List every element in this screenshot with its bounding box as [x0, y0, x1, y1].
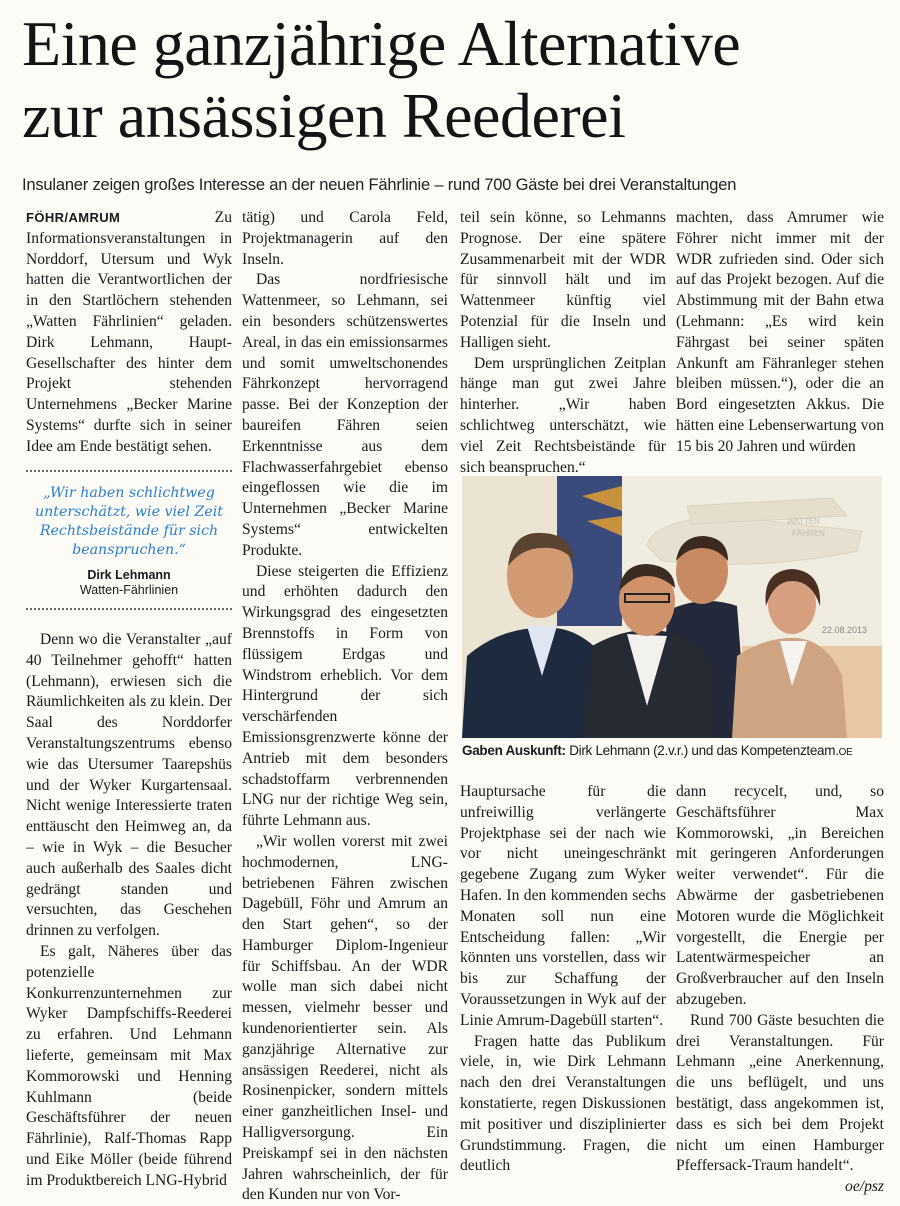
column-4-bottom: [676, 782, 884, 1198]
team-photo: [462, 476, 882, 738]
paragraph-intro: [26, 208, 232, 458]
paragraph: Das nordfriesische Wattenmeer, so Lehmann, sei ein besonders schützenswertes Areal, in das ein emissionsarmes und somit umweltschonendes Fährkonzept hervorragend passe. Bei der Konzeption der baureifen Fähren seien Erkenntnisse aus dem Flachwasserfahrgebiet ebenso eingeflossen wie die im Unternehmen „Becker Marine Systems“ entwickelten Produkte.: [242, 271, 448, 559]
author-signature: oe/psz: [845, 1178, 884, 1196]
paragraph: teil sein könne, so Lehmanns Prognose. Der eine spätere Zusammenarbeit mit der WDR für sinnvoll hält und im Wattenmeer künftig viel Potenzial für die Inseln und Halligen sieht.: [460, 209, 666, 351]
closing-text: Rund 700 Gäste besuchten die drei Veranstaltungen. Für Lehmann „eine Anerkennung, die uns beflügelt, und uns bestätigt, dass angekommen ist, dass es sich bei dem Projekt nicht um einen Hamburger Pfeffersack-Traum handelt“.: [676, 1011, 884, 1175]
photo-caption: [462, 742, 892, 761]
intro-text: Zu Informationsveranstaltungen in Norddorf, Utersum und Wyk hatten die Verantwortlichen der in den Startlöchern stehenden „Watten Fährlinien“ geladen. Dirk Lehmann, Haupt-Gesellschafter des hinter dem Projekt stehenden Unternehmens „Becker Marine Systems“ durfte sich in seiner Idee am Ende bestätigt sehen.: [26, 209, 232, 455]
pull-quote-author: Dirk Lehmann: [87, 568, 171, 582]
paragraph: tätig) und Carola Feld, Projektmanagerin auf den Inseln.: [242, 209, 448, 268]
headline: [22, 8, 892, 152]
subheadline: Insulaner zeigen großes Interesse an der neuen Fährlinie – rund 700 Gäste bei drei Veranstaltungen: [22, 176, 737, 194]
paragraph: „Wir wollen vorerst mit zwei hochmodernen, LNG-betriebenen Fähren zwischen Dagebüll, Föhr und Amrum an den Start gehen“, so der Hamburger Diplom-Ingenieur für Schiffsbau. An der WDR wolle man sich dabei nicht messen, vielmehr besser und kundenorientierter sein. Als ganzjährige Alternative zur ansässigen Reederei, nicht als Rosinenpicker, sondern mittels einer ganzheitlichen Insel- und Halligversorgung. Ein Preiskampf sei in den nächsten Jahren wahrscheinlich, der für den Kunden nur von Vor-: [242, 832, 448, 1204]
headline-line-1: Eine ganzjährige Alternative: [22, 8, 741, 79]
column-1-bottom: [26, 630, 232, 1192]
paragraph: Hauptursache für die unfreiwillig verlängerte Projektphase sei der nach wie vor nicht uneingeschränkt gegebene Zugang zum Wyker Hafen. In den kommenden sechs Monaten soll nun eine Entscheidung fallen: „Wir könnten uns vorstellen, dass wir bis zur Schaffung der Voraussetzungen in Wyk auf der Linie Amrum-Dagebüll starten“.: [460, 783, 666, 1029]
pull-quote: [26, 470, 232, 610]
paragraph: machten, dass Amrumer wie Föhrer nicht immer mit der WDR zufrieden sind. Oder sich auf das Projekt bezogen. Auf die Abstimmung mit der Bahn etwa (Lehmann: „Es wird kein Fährgast bei seiner späten Ankunft am Fähranleger stehen bleiben müssen.“), oder die an Bord eingesetzten Akkus. Die hätten eine Lebenserwartung von 15 bis 20 Jahren und würden: [676, 209, 884, 455]
paragraph: dann recycelt, und, so Geschäftsführer Max Kommorowski, „in Bereichen mit geringeren Anforderungen weiter verwendet“. Für die Abwärme der gasbetriebenen Motoren wurde die Möglichkeit vorgestellt, die Energie per Latentwärmespeicher an Großverbraucher auf den Inseln abzugeben.: [676, 783, 884, 1008]
paragraph: Fragen hatte das Publikum viele, in, wie Dirk Lehmann nach den drei Veranstaltungen konstatierte, regen Diskussionen mit positiver und disziplinierter Grundstimmung. Fragen, die deutlich: [460, 1032, 666, 1175]
photo-caption-lead: Gaben Auskunft:: [462, 743, 566, 758]
column-4-top: [676, 208, 884, 458]
dateline: FÖHR/AMRUM: [26, 210, 121, 225]
headline-line-2: zur ansässigen Reederei: [22, 80, 626, 151]
column-3-top: [460, 208, 666, 478]
team-photo-image: [462, 476, 882, 738]
photo-credit: OE: [838, 747, 853, 758]
column-2: [242, 208, 448, 1206]
paragraph: [676, 1011, 884, 1196]
ship-label-2: FÄHREN: [792, 529, 825, 538]
date-stamp: 22.08.2013: [822, 625, 868, 635]
paragraph: Diese steigerten die Effizienz und erhöhten dadurch den Wirkungsgrad des eingesetzten Brennstoffs in Form von flüssigem Erdgas und Windstrom erheblich. Vor dem Hintergrund der sich verschärfenden Emissionsgrenzwerte könne der Antrieb mit dem besonders schadstoffarm verbrennenden LNG nur der richtige Weg sein, führte Lehmann aus.: [242, 562, 448, 830]
pull-quote-role: Watten-Fährlinien: [79, 583, 179, 597]
paragraph: Denn wo die Veranstalter „auf 40 Teilnehmer gehofft“ hatten (Lehmann), erwiesen sich die Räumlichkeiten als zu klein. Der Saal des Norddorfer Veranstaltungszentrums ebenso wie das Utersumer Taarepshüs und der Wyker Kurgartensaal. Nicht wenige Interessierte traten enttäuscht den Heimweg an, da – wie in Wyk – die Besucher auch außerhalb des Saales dicht gedrängt standen und versuchten, das Geschehen drinnen zu verfolgen.: [26, 631, 232, 940]
pull-quote-text: „Wir haben schlichtweg unterschätzt, wie viel Zeit Rechtsbeistände für sich beanspruchen.“: [35, 485, 223, 558]
column-3-bottom: [460, 782, 666, 1177]
paragraph: Es galt, Näheres über das potenzielle Konkurrenzunternehmen zur Wyker Dampfschiffs-Reederei zu erfahren. Und Lehmann lieferte, gemeinsam mit Max Kommorowski und Henning Kuhlmann (beide Geschäftsführer der neuen Fährlinie), Ralf-Thomas Rapp und Eike Möller (beide führend im Produktbereich LNG-Hybrid: [26, 942, 232, 1189]
ship-label-1: WATTEN: [787, 517, 820, 526]
paragraph: Dem ursprünglichen Zeitplan hänge man gut zwei Jahre hinterher. „Wir haben schlichtweg unterschätzt, wie viel Zeit Rechtsbeistände für sich beanspruchen.“: [460, 354, 666, 476]
photo-caption-text: Dirk Lehmann (2.v.r.) und das Kompetenzteam.: [565, 743, 839, 758]
column-1-top: [26, 208, 232, 458]
